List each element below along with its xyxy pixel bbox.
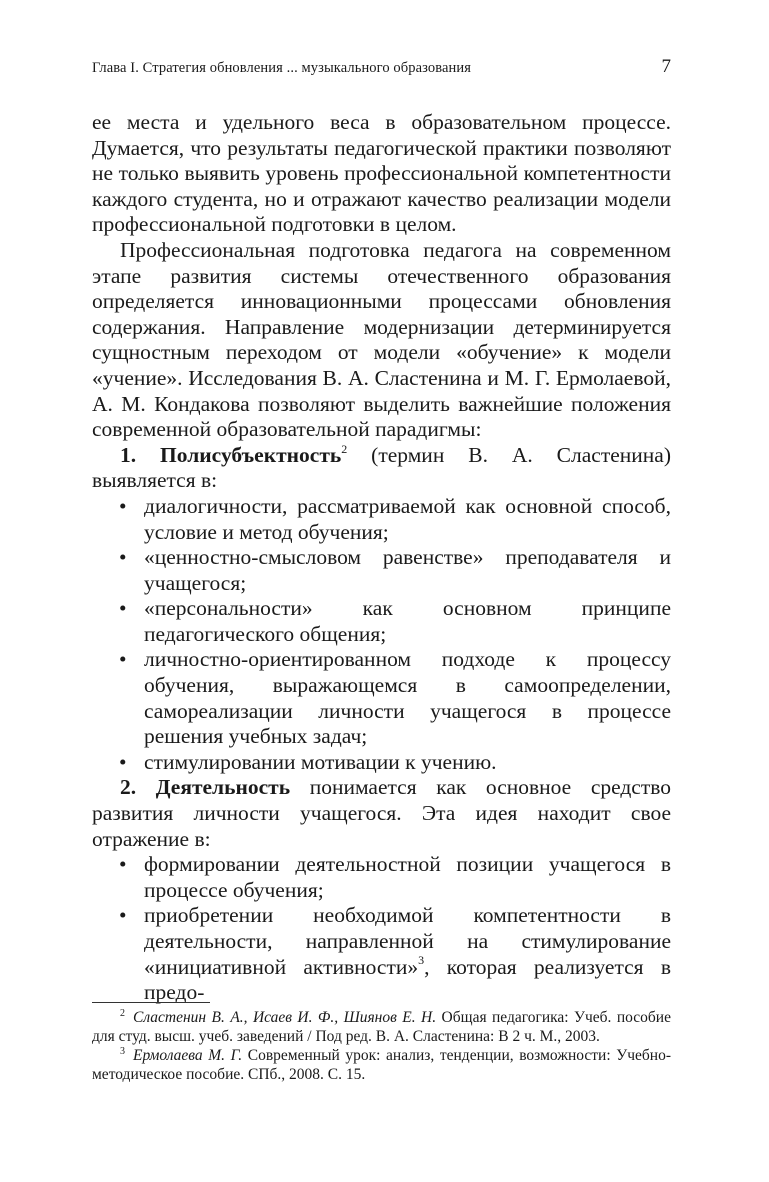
list-item-text: формировании деятельностной позиции учащегося в процессе обучения; — [144, 852, 671, 902]
footnote-text: Общая педагогика: Учеб. пособие для студ. высш. учеб. заведений / Под ред. В. А. Сластенина: В 2 ч. М., 2003. — [92, 1009, 671, 1045]
footnote-mark: 3 — [120, 1046, 125, 1058]
bullet-icon: • — [119, 647, 127, 672]
footnote-3 — [92, 1047, 671, 1084]
list-item — [92, 750, 671, 776]
paragraph-continuation: ее места и удельного веса в образовательном процессе. Думается, что результаты педагогической практики позволяют не только выявить уровень профессиональной компетентности каждого студента, но и отражают качество реализации модели профессиональной подготовки в целом. — [92, 110, 671, 237]
section-1-text: (термин В. А. Сластенина) выявляется в: — [92, 442, 671, 493]
list-item — [92, 494, 671, 545]
list-item-text-continued: , которая реализуется в предо- — [144, 954, 671, 1005]
bullet-icon: • — [119, 749, 127, 774]
section-polysubjectness — [92, 443, 671, 494]
footnote-authors: Ермолаева М. Г. — [133, 1047, 243, 1065]
footnote-text: Современный урок: анализ, тенденции, возможности: Учебно-методическое пособие. СПб., 2008. С. 15. — [92, 1047, 671, 1083]
bullet-icon: • — [119, 596, 127, 621]
list-item-text: личностно-ориентированном подходе к процессу обучения, выражающемся в самоопределении, самореализации личности учащегося в процессе решения учебных задач; — [144, 647, 671, 749]
footnote-2 — [92, 1009, 671, 1046]
bullet-list-2 — [92, 852, 671, 1006]
bullet-icon: • — [119, 493, 127, 518]
footnote-ref-2: 2 — [341, 441, 348, 456]
list-item-text: стимулировании мотивации к учению. — [144, 749, 497, 774]
section-activity — [92, 775, 671, 852]
page-number: 7 — [661, 56, 671, 77]
page-header — [92, 56, 671, 80]
section-2-text: понимается как основное средство развития личности учащегося. Эта идея находит свое отражение в: — [92, 775, 672, 851]
list-item-text: приобретении необходимой компетентности в деятельности, направленной на стимулирование «инициативной активности» — [144, 903, 671, 979]
footnote-mark: 2 — [120, 1007, 125, 1019]
bullet-icon: • — [119, 545, 127, 570]
list-item-text: «ценностно-смысловом равенстве» преподавателя и учащегося; — [144, 545, 671, 595]
list-item — [92, 903, 671, 1005]
bullet-icon: • — [119, 903, 127, 928]
bullet-icon: • — [119, 852, 127, 877]
footnotes — [92, 1009, 671, 1085]
list-item-text: «персональности» как основном принципе педагогического общения; — [144, 596, 671, 646]
list-item — [92, 647, 671, 749]
list-item-text: диалогичности, рассматриваемой как основной способ, условие и метод обучения; — [144, 493, 671, 544]
footnote-ref-3: 3 — [418, 953, 425, 968]
bullet-list-1 — [92, 494, 671, 776]
list-item — [92, 596, 671, 647]
main-text — [92, 110, 671, 1006]
footnote-divider — [92, 1002, 210, 1003]
list-item — [92, 852, 671, 903]
section-heading-2: 2. Деятельность — [120, 775, 291, 800]
list-item — [92, 545, 671, 596]
running-title: Глава I. Стратегия обновления ... музыкального образования — [92, 60, 472, 76]
section-heading-1: 1. Полисубъектность — [120, 442, 342, 467]
paragraph-paradigm: Профессиональная подготовка педагога на современном этапе развития системы отечественного образования определяется инновационными процессами обновления содержания. Направление модернизации детерминируется сущностным переходом от модели «обучение» к модели «учение». Исследования В. А. Сластенина и М. Г. Ермолаевой, А. М. Кондакова позволяют выделить важнейшие положения современной образовательной парадигмы: — [92, 237, 671, 442]
footnote-authors: Сластенин В. А., Исаев И. Ф., Шиянов Е. Н. — [133, 1009, 437, 1026]
